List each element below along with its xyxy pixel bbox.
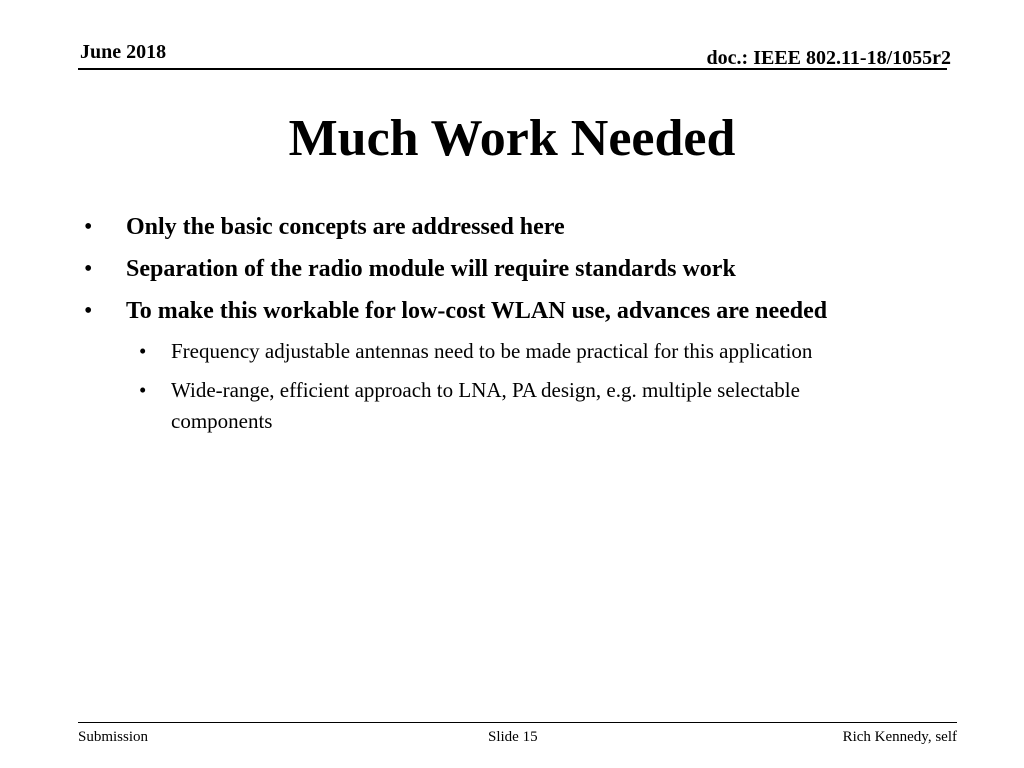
footer-slide-number: Slide 15 (488, 729, 538, 745)
sub-bullet-text: Frequency adjustable antennas need to be made practical for this application (171, 339, 813, 363)
sub-bullet-item (139, 375, 904, 437)
sub-bullet-item (139, 336, 904, 367)
footer-divider (78, 722, 957, 723)
sub-bullet-icon: • (139, 378, 147, 402)
footer-submission: Submission (78, 729, 149, 745)
bullet-text: To make this workable for low-cost WLAN use, advances are needed (126, 298, 828, 324)
slide-title: Much Work Needed (288, 110, 736, 167)
bullet-item (84, 252, 904, 286)
bullet-icon: • (84, 214, 93, 240)
bullet-icon: • (84, 256, 93, 282)
header-doc-id: doc.: IEEE 802.11-18/1055r2 (706, 47, 951, 69)
sub-bullet-icon: • (139, 339, 147, 363)
bullet-icon: • (84, 298, 93, 324)
sub-bullet-text: Wide-range, efficient approach to LNA, PA design, e.g. multiple selectable components (171, 378, 800, 433)
header-date: June 2018 (80, 41, 167, 63)
bullet-item (84, 210, 904, 244)
bullet-list (84, 210, 904, 445)
bullet-text: Separation of the radio module will require standards work (126, 256, 736, 282)
bullet-text: Only the basic concepts are addressed here (126, 214, 565, 240)
bullet-item (84, 294, 904, 328)
header-divider (78, 68, 947, 70)
footer-author: Rich Kennedy, self (842, 729, 957, 745)
